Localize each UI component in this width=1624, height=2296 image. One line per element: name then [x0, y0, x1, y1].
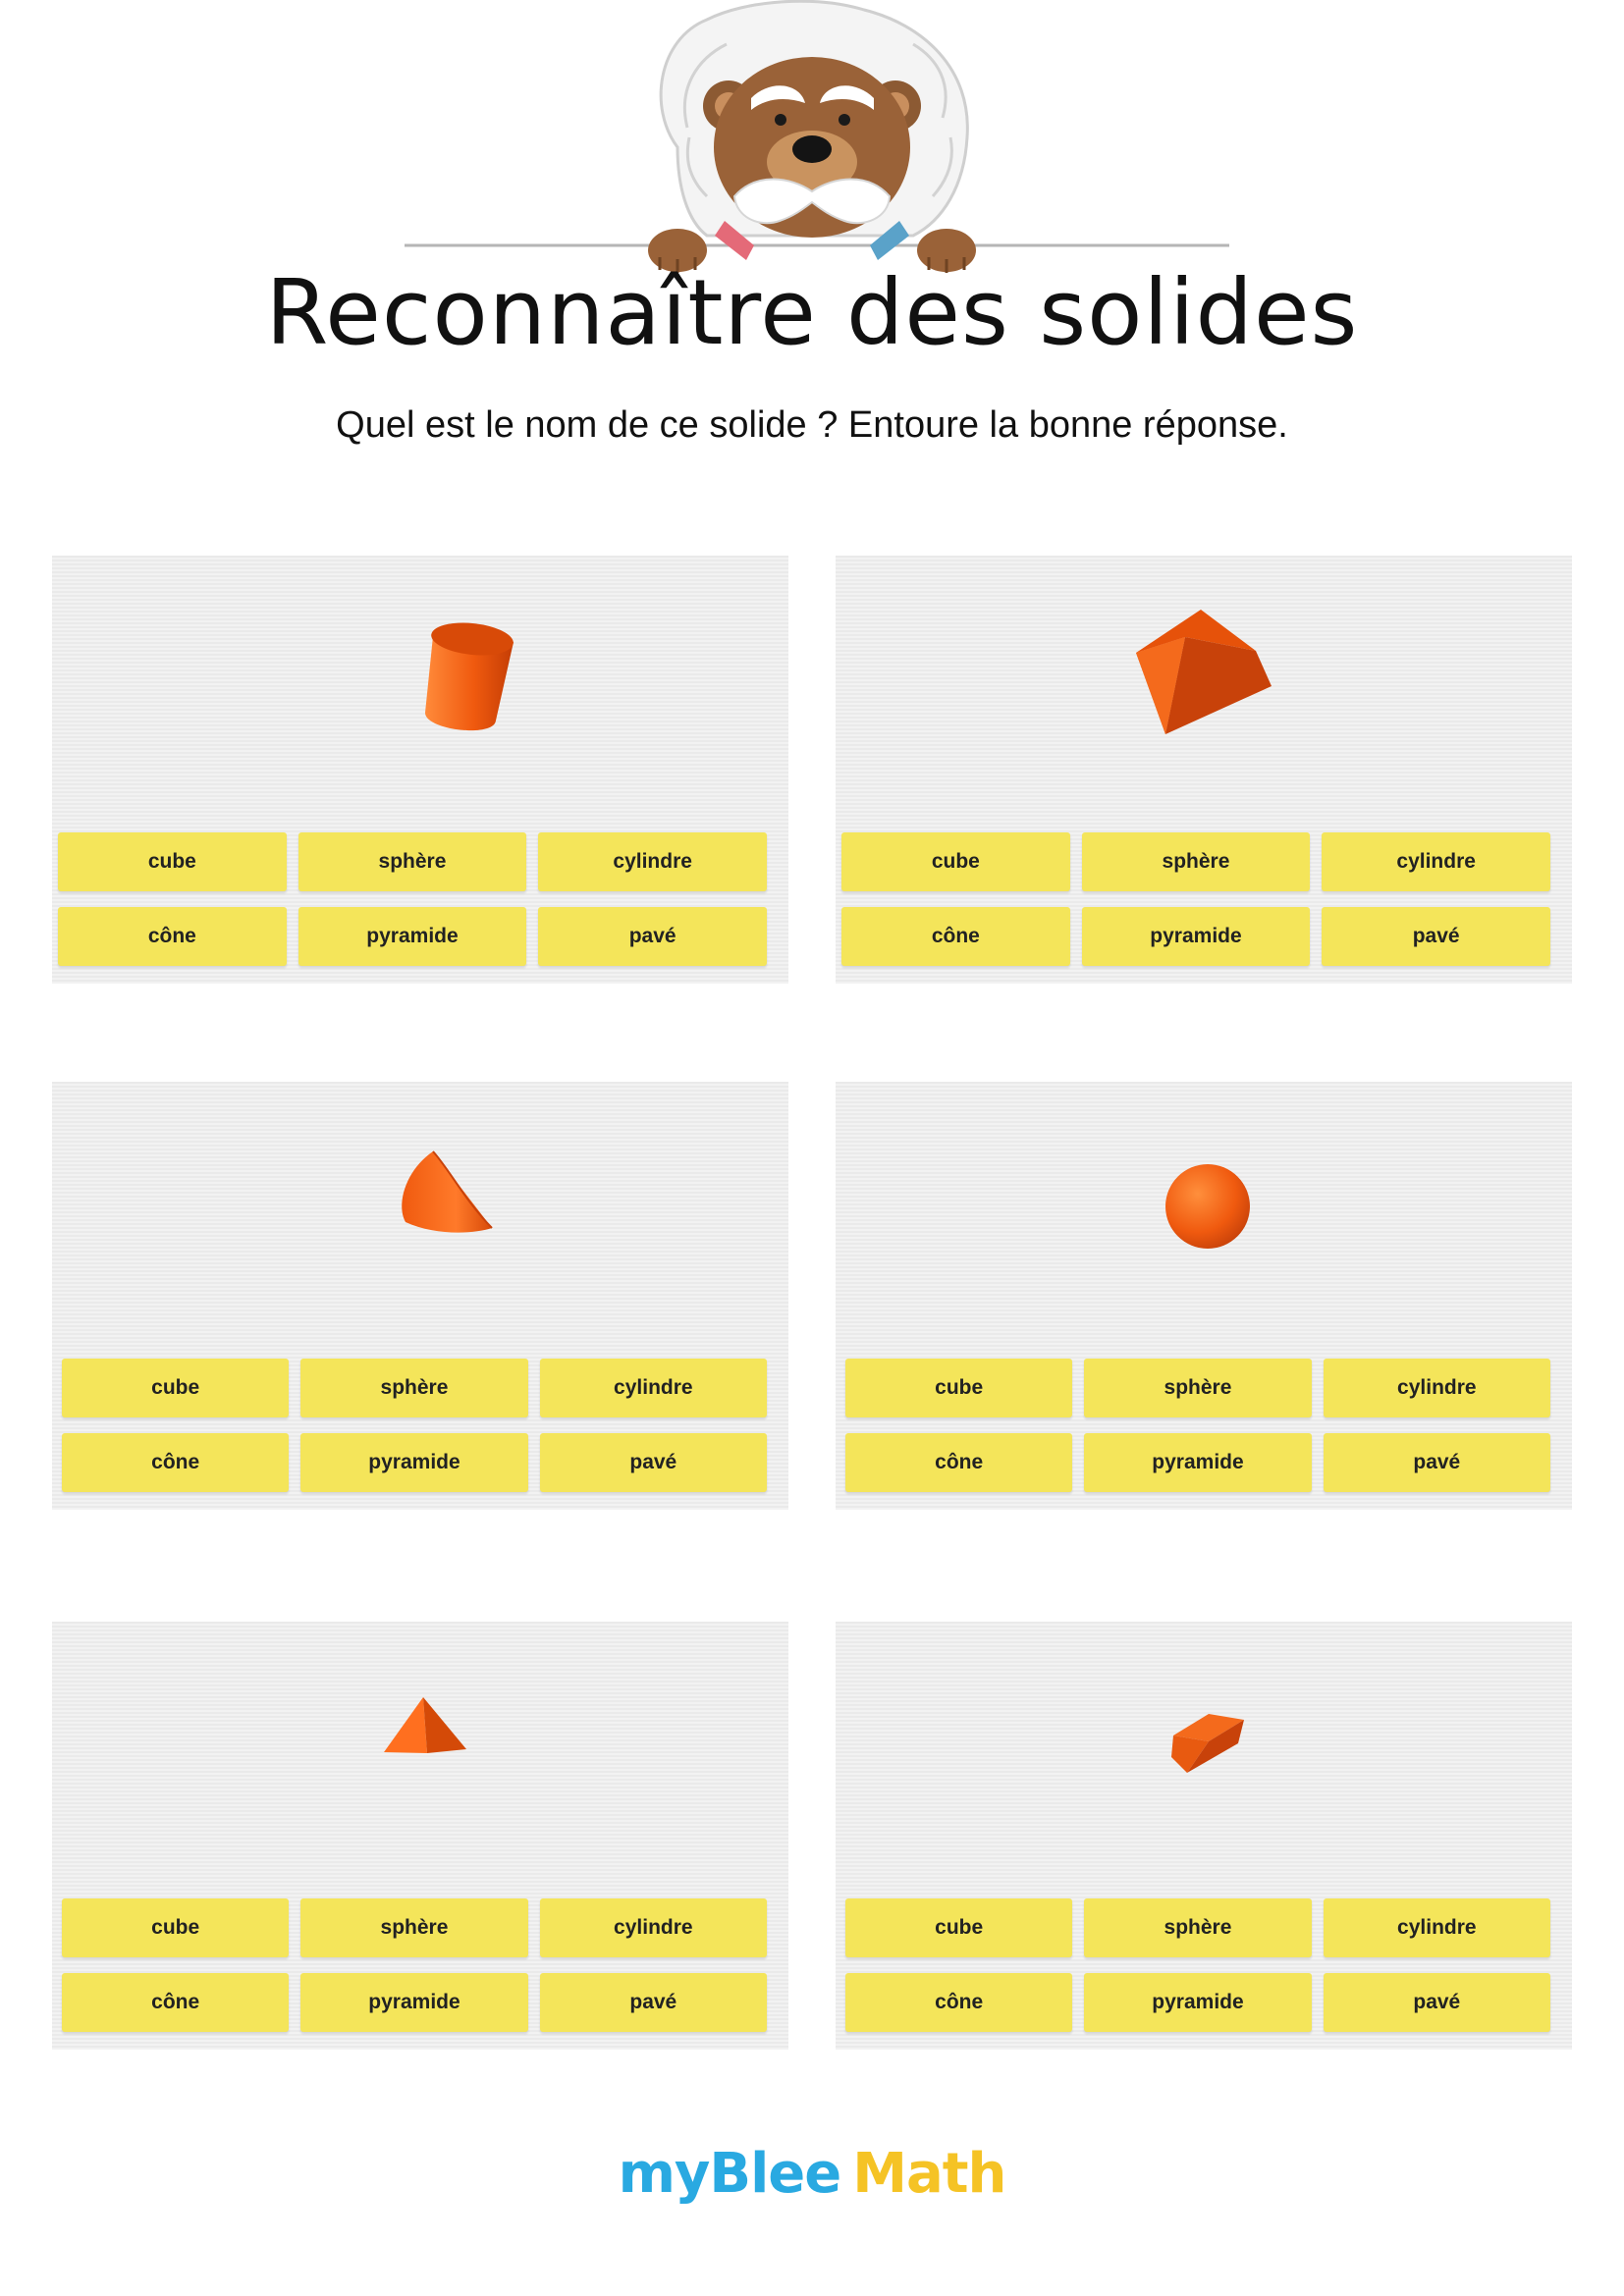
- answer-cube[interactable]: cube: [62, 1359, 289, 1417]
- answer-cube[interactable]: cube: [845, 1898, 1072, 1957]
- bear-mascot-icon: [0, 0, 1624, 285]
- answer-cuboid[interactable]: pavé: [540, 1433, 767, 1492]
- exercise-card-4: [836, 1082, 1572, 1510]
- answer-cuboid[interactable]: pavé: [1324, 1973, 1550, 2032]
- cuboid-icon: [1169, 1712, 1248, 1776]
- answer-cylinder[interactable]: cylindre: [1324, 1359, 1550, 1417]
- cone-icon: [396, 1146, 504, 1234]
- cylinder-icon: [415, 614, 533, 742]
- answer-cone[interactable]: cône: [845, 1973, 1072, 2032]
- answer-cube[interactable]: cube: [62, 1898, 289, 1957]
- pyramid-icon: [382, 1697, 470, 1756]
- answer-grid: [845, 1898, 1550, 2032]
- answer-cylinder[interactable]: cylindre: [540, 1359, 767, 1417]
- logo-math: Math: [852, 2142, 1006, 2206]
- answer-pyramid[interactable]: pyramide: [298, 907, 527, 966]
- answer-cone[interactable]: cône: [62, 1433, 289, 1492]
- answer-grid: [62, 1898, 767, 2032]
- answer-grid: [845, 1359, 1550, 1492]
- answer-sphere[interactable]: sphère: [1084, 1359, 1311, 1417]
- answer-pyramid[interactable]: pyramide: [1084, 1433, 1311, 1492]
- answer-cylinder[interactable]: cylindre: [540, 1898, 767, 1957]
- exercise-card-3: [52, 1082, 788, 1510]
- page-title: Reconnaître des solides: [265, 260, 1359, 365]
- answer-grid: [62, 1359, 767, 1492]
- cube-icon: [1130, 610, 1277, 737]
- exercise-card-5: [52, 1622, 788, 2050]
- answer-sphere[interactable]: sphère: [300, 1359, 527, 1417]
- answer-cuboid[interactable]: pavé: [1322, 907, 1550, 966]
- answer-pyramid[interactable]: pyramide: [300, 1433, 527, 1492]
- answer-sphere[interactable]: sphère: [1082, 832, 1311, 891]
- answer-cone[interactable]: cône: [62, 1973, 289, 2032]
- answer-cuboid[interactable]: pavé: [540, 1973, 767, 2032]
- answer-grid: [58, 832, 767, 966]
- answer-pyramid[interactable]: pyramide: [1082, 907, 1311, 966]
- answer-sphere[interactable]: sphère: [300, 1898, 527, 1957]
- answer-pyramid[interactable]: pyramide: [300, 1973, 527, 2032]
- answer-cone[interactable]: cône: [841, 907, 1070, 966]
- myblee-math-logo: [0, 2142, 1624, 2206]
- answer-cube[interactable]: cube: [58, 832, 287, 891]
- exercise-card-6: [836, 1622, 1572, 2050]
- instruction-text: Quel est le nom de ce solide ? Entoure la bonne réponse.: [336, 404, 1288, 446]
- answer-cube[interactable]: cube: [841, 832, 1070, 891]
- answer-cylinder[interactable]: cylindre: [538, 832, 767, 891]
- sphere-icon: [1164, 1162, 1252, 1251]
- answer-sphere[interactable]: sphère: [1084, 1898, 1311, 1957]
- answer-cuboid[interactable]: pavé: [538, 907, 767, 966]
- exercise-card-1: [52, 556, 788, 984]
- mascot-header: [0, 0, 1624, 285]
- exercise-card-2: [836, 556, 1572, 984]
- answer-grid: [841, 832, 1550, 966]
- answer-cylinder[interactable]: cylindre: [1324, 1898, 1550, 1957]
- answer-pyramid[interactable]: pyramide: [1084, 1973, 1311, 2032]
- logo-my: my: [618, 2142, 710, 2206]
- answer-cuboid[interactable]: pavé: [1324, 1433, 1550, 1492]
- answer-cylinder[interactable]: cylindre: [1322, 832, 1550, 891]
- answer-cone[interactable]: cône: [58, 907, 287, 966]
- answer-sphere[interactable]: sphère: [298, 832, 527, 891]
- logo-blee: Blee: [709, 2142, 841, 2206]
- answer-cone[interactable]: cône: [845, 1433, 1072, 1492]
- answer-cube[interactable]: cube: [845, 1359, 1072, 1417]
